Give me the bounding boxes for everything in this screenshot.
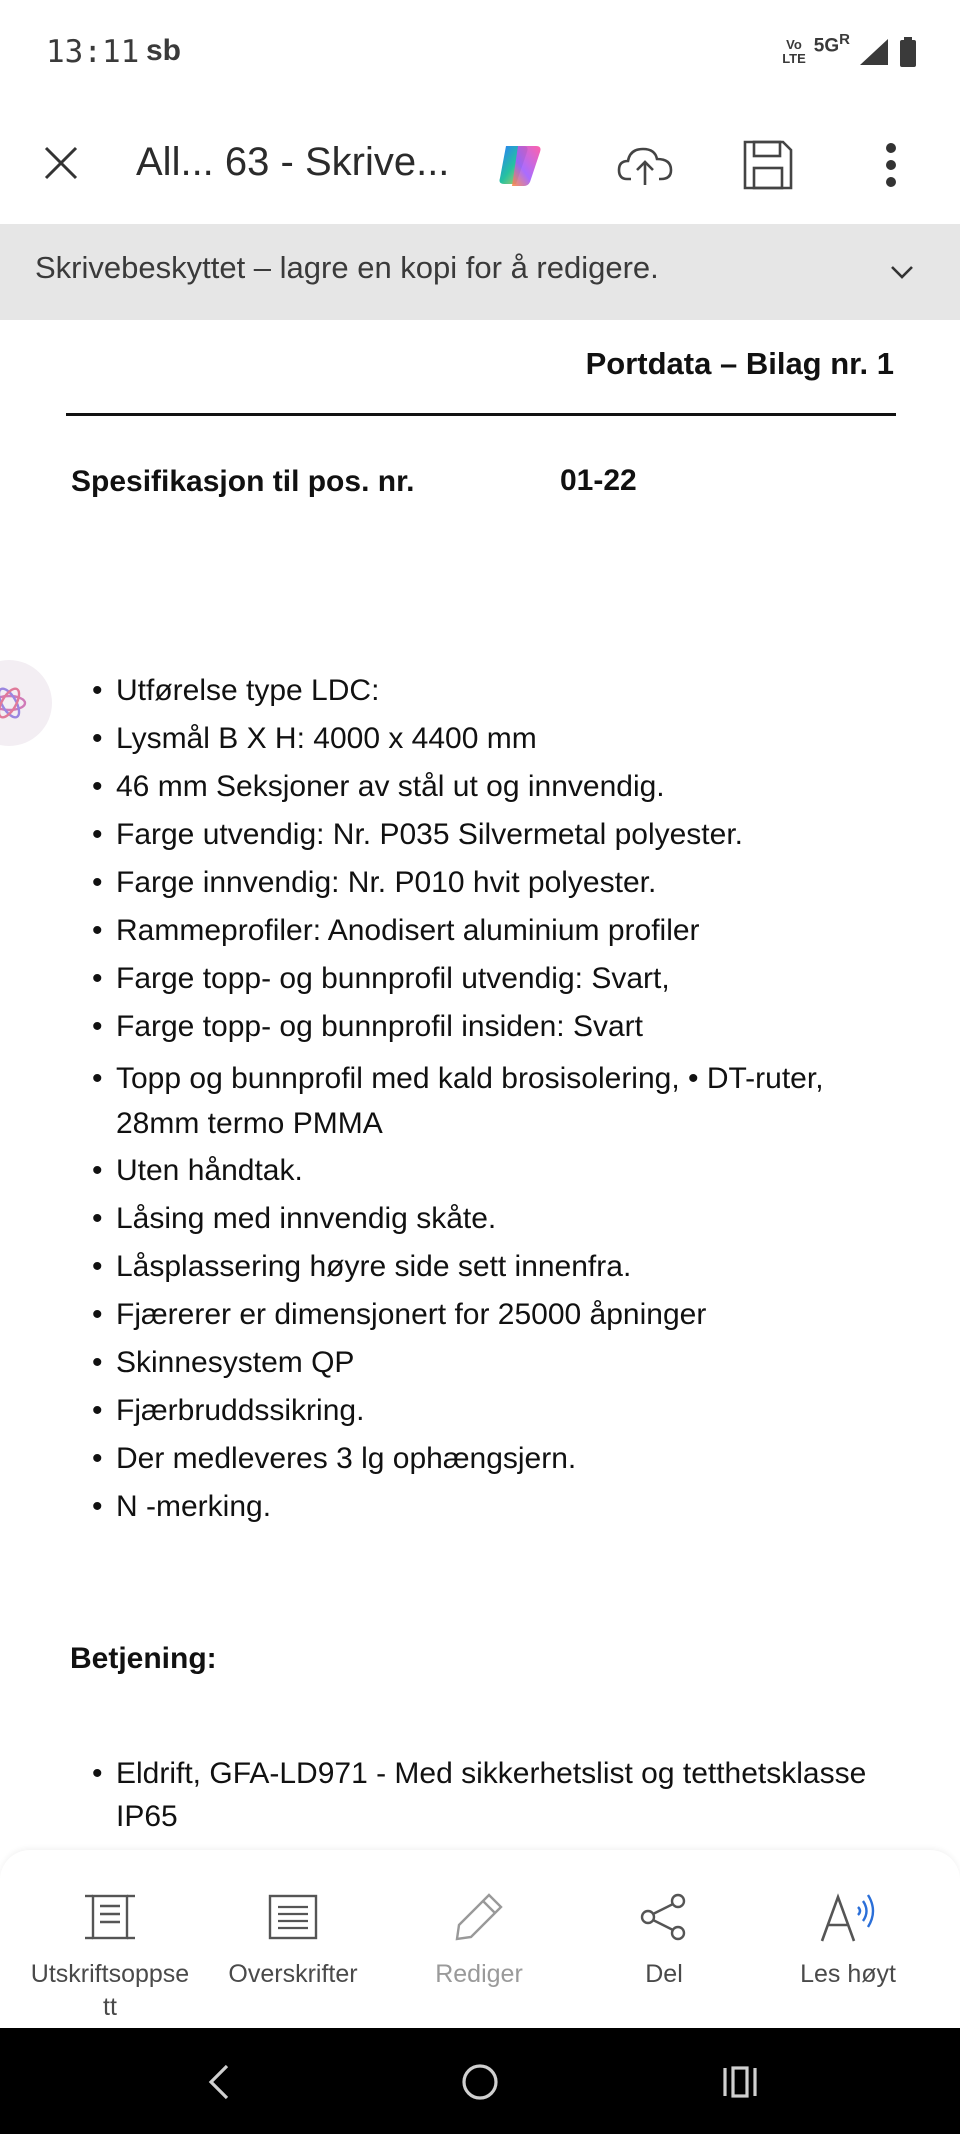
print-layout-button[interactable]: [15, 1886, 205, 2024]
operation-heading: Betjening:: [70, 1642, 217, 1675]
read-only-message: Skrivebeskyttet – lagre en kopi for å redigere.: [35, 250, 659, 285]
list-item: • Låsplassering høyre side sett innenfra.: [92, 1244, 902, 1292]
status-indicators: [782, 30, 918, 74]
document-header: Portdata – Bilag nr. 1: [585, 346, 894, 381]
spec-value: 01-22: [560, 464, 637, 497]
list-item: • Skinnesystem QP: [92, 1340, 902, 1388]
share-button[interactable]: [569, 1886, 759, 1991]
list-item: • Der medleveres 3 lg ophængsjern.: [92, 1436, 902, 1484]
edit-label: Rediger: [435, 1960, 523, 1988]
spec-label: Spesifikasjon til pos. nr.: [71, 465, 415, 498]
print-layout-icon: [83, 1890, 137, 1944]
network-type: $5G^R$: [813, 30, 850, 57]
copilot-button[interactable]: [490, 134, 552, 196]
headings-button[interactable]: [198, 1886, 388, 1991]
list-item: • Fjærbruddssikring.: [92, 1388, 902, 1436]
list-item: • Låsing med innvendig skåte.: [92, 1196, 902, 1244]
list-item: • Farge innvendig: Nr. P010 hvit polyester.: [92, 860, 902, 908]
pencil-icon: [453, 1891, 505, 1943]
bottom-action-bar: [0, 1850, 960, 2028]
list-item: • Rammeprofiler: Anodisert aluminium profiler: [92, 908, 902, 956]
list-item: • Lysmål B X H: 4000 x 4400 mm: [92, 716, 902, 764]
read-only-banner[interactable]: [0, 224, 960, 320]
headings-label: Overskrifter: [228, 1960, 358, 1988]
specification-list: [92, 668, 902, 1532]
edit-button[interactable]: [384, 1886, 574, 1991]
share-label: Del: [645, 1960, 683, 1988]
document-title[interactable]: All... 63 - Skrive...: [136, 140, 450, 184]
list-item: • 46 mm Seksjoner av stål ut og innvendig.: [92, 764, 902, 812]
system-navigation-bar: [0, 2028, 960, 2134]
close-button[interactable]: [36, 138, 86, 188]
list-item: • Utførelse type LDC:: [92, 668, 902, 716]
read-aloud-label: Les høyt: [800, 1960, 896, 1988]
battery-icon: [898, 36, 918, 68]
list-item: • N -merking.: [92, 1484, 902, 1532]
close-icon: [43, 145, 79, 181]
list-item: • Fjærerer er dimensjonert for 25000 åpninger: [92, 1292, 902, 1340]
header-divider: [66, 413, 896, 416]
chevron-down-icon[interactable]: [884, 254, 920, 290]
copilot-floating-button[interactable]: [0, 660, 52, 746]
nav-recents-button[interactable]: [710, 2054, 770, 2110]
back-icon: [203, 2062, 233, 2102]
document-view[interactable]: [0, 320, 960, 1850]
copilot-icon: [494, 138, 548, 192]
more-options-button[interactable]: [860, 134, 922, 196]
signal-icon: [858, 37, 890, 67]
share-icon: [638, 1891, 690, 1943]
read-aloud-button[interactable]: [753, 1886, 943, 1991]
read-aloud-icon: [818, 1889, 878, 1945]
more-vertical-icon: [884, 142, 898, 188]
save-button[interactable]: [737, 134, 799, 196]
cloud-upload-icon: [617, 143, 673, 187]
list-item: • Farge utvendig: Nr. P035 Silvermetal polyester.: [92, 812, 902, 860]
list-item: • Farge topp- og bunnprofil utvendig: Svart,: [92, 956, 902, 1004]
atom-icon: [0, 683, 29, 723]
list-item: • Eldrift, GFA-LD971 - Med sikkerhetslist og tetthetsklasse IP65: [92, 1752, 902, 1838]
upload-button[interactable]: [614, 134, 676, 196]
status-carrier: sb: [146, 34, 182, 67]
app-toolbar: [0, 110, 960, 224]
list-item: • Topp og bunnprofil med kald brosisolering, • DT-ruter, 28mm termo PMMA: [92, 1056, 902, 1148]
headings-icon: [267, 1893, 319, 1941]
nav-back-button[interactable]: [188, 2054, 248, 2110]
save-icon: [743, 140, 793, 190]
status-bar: [0, 0, 960, 110]
print-layout-label: Utskriftsoppsett: [30, 1960, 190, 2021]
list-item: • Uten håndtak.: [92, 1148, 902, 1196]
nav-home-button[interactable]: [450, 2054, 510, 2110]
recents-icon: [720, 2064, 760, 2100]
volte-indicator: Vo LTE: [782, 37, 806, 66]
status-time: 13:11: [46, 34, 140, 70]
home-icon: [460, 2062, 500, 2102]
list-item: • Farge topp- og bunnprofil insiden: Svart: [92, 1004, 902, 1052]
